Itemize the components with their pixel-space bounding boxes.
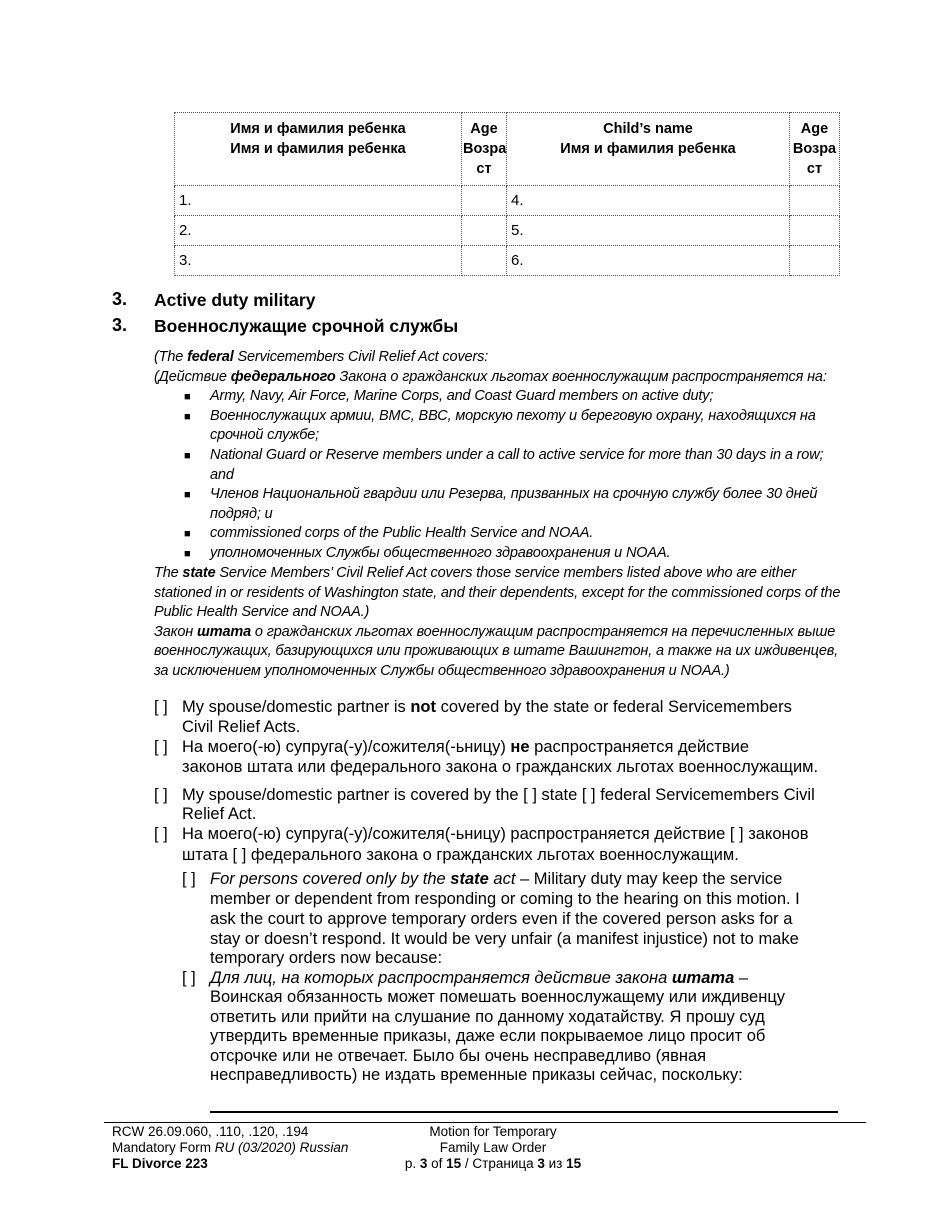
table-header-row: [175, 113, 840, 186]
state-only-ru-text: несправедливость) не издать временные приказы сейчас, поскольку:: [210, 1066, 743, 1084]
section-title-ru: Военнослужащие срочной службы: [154, 316, 459, 336]
child-age-cell-4[interactable]: [790, 186, 840, 216]
federal-note-en: (The federal Servicemembers Civil Relief Act covers:: [154, 349, 489, 365]
child-name-cell-3[interactable]: 3.: [175, 246, 462, 276]
bullet-marker: ■: [184, 489, 191, 501]
state-only-ru-text: Воинская обязанность может помешать военнослужащему или иждивенцу: [210, 988, 786, 1006]
state-only-ru-checkbox[interactable]: [ ]: [182, 969, 196, 987]
table-row: [175, 246, 840, 276]
bullet-text: уполномоченных Службы общественного здравоохранения и NOAA.: [210, 545, 671, 561]
answer-line[interactable]: [210, 1111, 838, 1113]
not-covered-en-text: Civil Relief Acts.: [182, 718, 301, 736]
bullet-marker: ■: [184, 411, 191, 423]
state-only-ru-text: отсрочке или не отвечает. Было бы очень несправедливо (явная: [210, 1047, 707, 1065]
not-covered-ru-text: законов штата или федерального закона о гражданских льготах военнослужащим.: [182, 758, 819, 776]
table-row: [175, 186, 840, 216]
bullet-text-cont: срочной службе;: [210, 427, 320, 443]
footer-title: Motion for Temporary: [429, 1124, 557, 1139]
section-title-en: Active duty military: [154, 290, 316, 310]
not-covered-en-text: My spouse/domestic partner is not covered by the state or federal Servicemembers: [182, 698, 792, 716]
child-name-cell-6[interactable]: 6.: [507, 246, 790, 276]
covered-en-text: My spouse/domestic partner is covered by the [ ] state [ ] federal Servicemembers Civil: [182, 786, 815, 804]
state-only-en-checkbox[interactable]: [ ]: [182, 870, 196, 888]
covered-ru-checkbox[interactable]: [ ]: [154, 825, 168, 843]
child-age-cell-1[interactable]: [462, 186, 507, 216]
state-only-ru-text: ответить или прийти на слушание по данному ходатайству. Я прошу суд: [210, 1008, 765, 1026]
bullet-text: National Guard or Reserve members under a call to active service for more than 30 days in a row;: [210, 447, 824, 463]
header-child-name-en: Child’s name Имя и фамилия ребенка: [507, 113, 790, 186]
child-age-cell-6[interactable]: [790, 246, 840, 276]
state-note-en: stationed in or residents of Washington state, and their dependents, except for the commissioned corps of the: [154, 585, 841, 601]
child-age-cell-3[interactable]: [462, 246, 507, 276]
bullet-marker: ■: [184, 450, 191, 462]
header-age-left: Age Возра ст: [462, 113, 507, 186]
state-only-en-text: ask the court to approve temporary orders even if the covered person asks for a: [210, 910, 793, 928]
bullet-text: Army, Navy, Air Force, Marine Corps, and Coast Guard members on active duty;: [210, 388, 714, 404]
state-note-ru: Закон штата о гражданских льготах военнослужащим распространяется на перечисленных выше: [154, 624, 836, 640]
section-number-ru: 3.: [112, 315, 128, 335]
state-note-ru: за исключением уполномоченных Службы общественного здравоохранения и NOAA.): [154, 663, 730, 679]
bullet-marker: ■: [184, 391, 191, 403]
covered-ru-text: На моего(-ю) супруга(-у)/сожителя(-ьницу) распространяется действие [ ] законов: [182, 825, 809, 843]
not-covered-ru-text: На моего(-ю) супруга(-у)/сожителя(-ьницу) не распространяется действие: [182, 738, 750, 756]
covered-en-text: Relief Act.: [182, 805, 257, 823]
header-age-right: Age Возра ст: [790, 113, 840, 186]
child-name-cell-4[interactable]: 4.: [507, 186, 790, 216]
federal-note-ru: (Действие федерального Закона о гражданских льготах военнослужащим распространяется на:: [154, 369, 827, 385]
child-age-cell-5[interactable]: [790, 216, 840, 246]
footer-title: Family Law Order: [439, 1140, 547, 1155]
bullet-text: Военнослужащих армии, ВМС, ВВС, морскую пехоту и береговую охрану, находящихся на: [210, 408, 816, 424]
covered-en-checkbox[interactable]: [ ]: [154, 786, 168, 804]
state-only-en-text: member or dependent from responding or coming to the hearing on this motion. I: [210, 890, 800, 908]
child-age-cell-2[interactable]: [462, 216, 507, 246]
footer-page-number: p. 3 of 15 / Страница 3 из 15: [404, 1156, 582, 1171]
state-note-ru: военнослужащих, базирующихся или проживающих в штате Вашингтон, а также на их иждивенцев,: [154, 643, 839, 659]
header-child-name-ru: Имя и фамилия ребенка Имя и фамилия ребенка: [175, 113, 462, 186]
footer-rcw: RCW 26.09.060, .110, .120, .194: [112, 1124, 309, 1139]
footer-divider: [104, 1122, 866, 1123]
section-number-en: 3.: [112, 289, 128, 309]
footer-form-version: Mandatory Form RU (03/2020) Russian: [112, 1140, 349, 1155]
state-only-en-text: stay or doesn’t respond. It would be very unfair (a manifest injustice) not to make: [210, 930, 799, 948]
state-only-en-text: temporary orders now because:: [210, 949, 443, 967]
child-name-cell-1[interactable]: 1.: [175, 186, 462, 216]
table-row: [175, 216, 840, 246]
not-covered-ru-checkbox[interactable]: [ ]: [154, 738, 168, 756]
state-only-ru-text: утвердить временные приказы, даже если покрываемое лицо просит об: [210, 1027, 766, 1045]
state-only-ru-text: Для лиц, на которых распространяется действие закона штата –: [210, 969, 749, 987]
bullet-text: Членов Национальной гвардии или Резерва, призванных на срочную службу более 30 дней: [210, 486, 818, 502]
not-covered-en-checkbox[interactable]: [ ]: [154, 698, 168, 716]
bullet-marker: ■: [184, 548, 191, 560]
child-name-cell-2[interactable]: 2.: [175, 216, 462, 246]
bullet-text-cont: and: [210, 467, 234, 483]
state-only-en-text: For persons covered only by the state act – Military duty may keep the service: [210, 870, 783, 888]
bullet-text: commissioned corps of the Public Health Service and NOAA.: [210, 525, 594, 541]
child-name-cell-5[interactable]: 5.: [507, 216, 790, 246]
state-note-en: Public Health Service and NOAA.): [154, 604, 370, 620]
bullet-text-cont: подряд; и: [210, 506, 273, 522]
footer-form-id: FL Divorce 223: [112, 1156, 208, 1171]
covered-ru-text: штата [ ] федерального закона о гражданских льготах военнослужащим.: [182, 846, 739, 864]
bullet-marker: ■: [184, 528, 191, 540]
state-note-en: The state Service Members’ Civil Relief Act covers those service members listed above who are either: [154, 565, 797, 581]
children-table: [174, 112, 840, 276]
